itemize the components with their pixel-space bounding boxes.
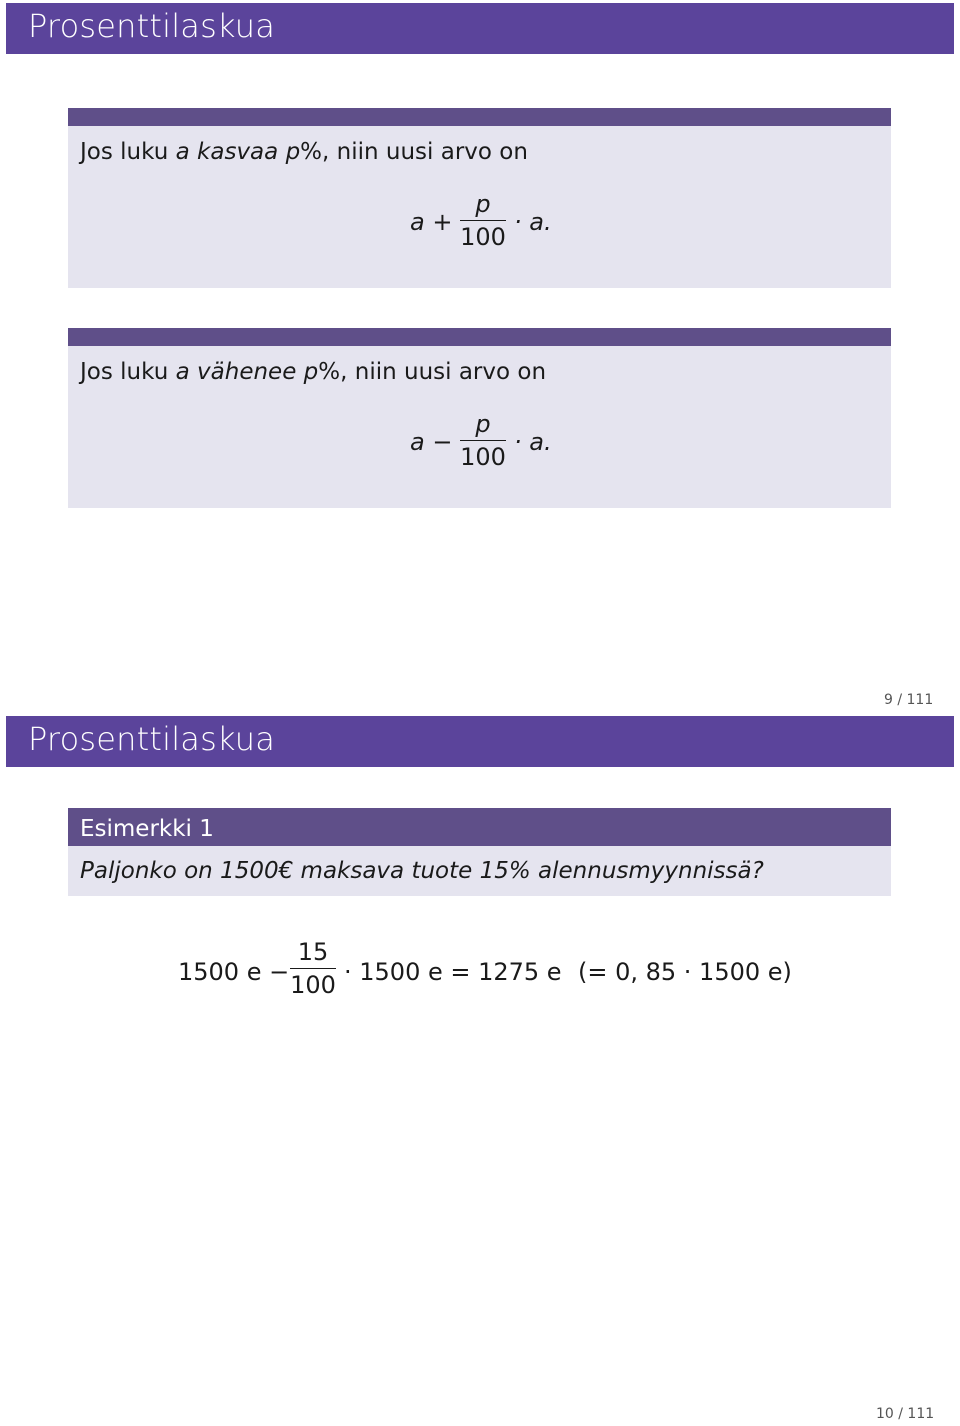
block-statement: [80, 359, 546, 385]
variable-a: a: [175, 139, 190, 165]
slide-title: Prosenttilaskua: [6, 716, 954, 767]
definition-block-increase: [68, 108, 891, 288]
slide-title: Prosenttilaskua: [6, 3, 954, 54]
fraction-15-over-100: [290, 938, 336, 999]
formula-rhs: · a.: [514, 428, 552, 456]
example-block: [68, 808, 891, 896]
block-header-bar: [68, 108, 891, 126]
statement-text-start: Jos luku: [80, 139, 176, 165]
variable-p: p: [303, 359, 319, 385]
solution-lhs: 1500 e −: [178, 958, 290, 986]
formula-rhs: · a.: [514, 208, 552, 236]
fraction-denominator: 100: [290, 971, 336, 1000]
formula-lhs: a −: [410, 428, 453, 456]
fraction-numerator: p: [475, 410, 491, 438]
fraction-numerator: 15: [297, 938, 329, 966]
fraction-denominator: 100: [460, 443, 506, 472]
fraction-denominator: 100: [460, 223, 506, 252]
formula-lhs: a +: [410, 208, 453, 236]
variable-a: a: [175, 359, 190, 385]
page-number: 9 / 111: [884, 692, 934, 708]
statement-verb: vähenee: [189, 359, 304, 385]
fraction-p-over-100: [460, 410, 506, 471]
statement-verb: kasvaa: [189, 139, 286, 165]
variable-p: p: [285, 139, 301, 165]
statement-text-start: Jos luku: [80, 359, 176, 385]
example-question: Paljonko on 1500€ maksava tuote 15% alennusmyynnissä?: [80, 858, 764, 884]
fraction-bar: [460, 220, 506, 221]
solution-formula-part2: · 1500 e = 1275 e: [344, 958, 562, 986]
solution-formula-part1: [178, 958, 289, 986]
page-number: 10 / 111: [876, 1406, 935, 1422]
block-header-bar: [68, 328, 891, 346]
solution-formula-part3: (= 0, 85 · 1500 e): [578, 958, 792, 986]
fraction-numerator: p: [475, 190, 491, 218]
statement-text-end: %, niin uusi arvo on: [318, 359, 547, 385]
block-statement: [80, 139, 528, 165]
fraction-bar: [290, 968, 336, 969]
definition-block-decrease: [68, 328, 891, 508]
fraction-p-over-100: [460, 190, 506, 251]
statement-text-end: %, niin uusi arvo on: [300, 139, 528, 165]
fraction-bar: [460, 440, 506, 441]
example-title: Esimerkki 1: [68, 808, 891, 846]
